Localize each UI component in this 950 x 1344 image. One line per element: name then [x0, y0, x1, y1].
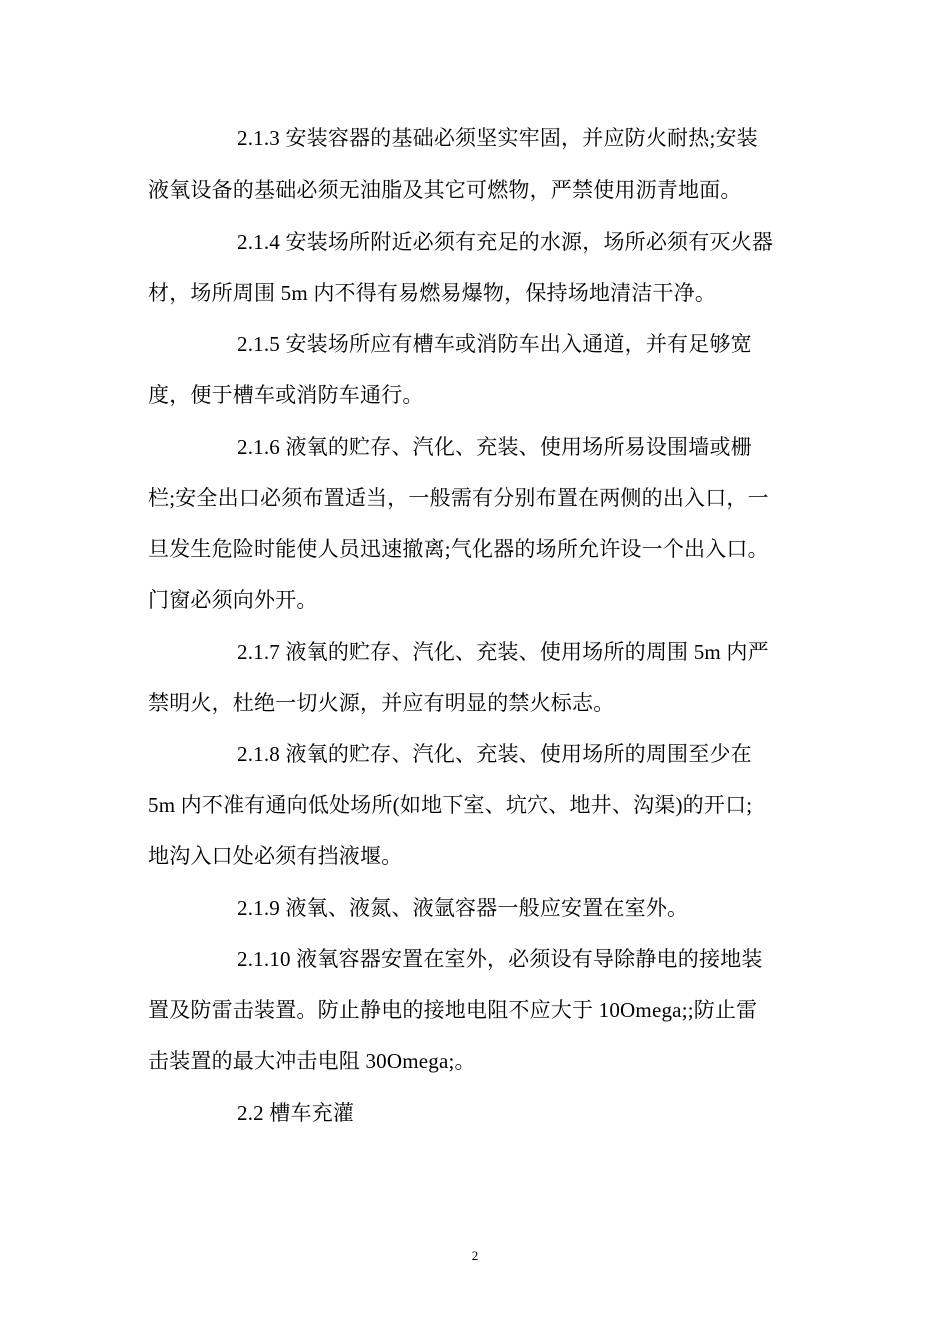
- clause-2-1-3-line-2: 液氧设备的基础必须无油脂及其它可燃物，严禁使用沥青地面。: [148, 178, 742, 202]
- page-number: 2: [471, 1248, 479, 1263]
- clause-2-1-7-line-2: 禁明火，杜绝一切火源，并应有明显的禁火标志。: [148, 691, 615, 715]
- clause-2-1-8-line-1: 2.1.8 液氧的贮存、汽化、充装、使用场所的周围至少在: [237, 742, 752, 766]
- clause-2-1-10-line-2: 置及防雷击装置。防止静电的接地电阻不应大于 10Omega;;防止雷: [148, 998, 758, 1022]
- clause-2-1-5-line-2: 度，便于槽车或消防车通行。: [148, 383, 424, 407]
- clause-2-1-6-line-1: 2.1.6 液氧的贮存、汽化、充装、使用场所易设围墙或栅: [237, 435, 752, 459]
- clause-2-1-3-line-1: 2.1.3 安装容器的基础必须坚实牢固，并应防火耐热;安装: [237, 126, 758, 150]
- clause-2-1-10-line-1: 2.1.10 液氧容器安置在室外，必须设有导除静电的接地装: [237, 947, 763, 971]
- clause-2-1-9-line-1: 2.1.9 液氧、液氮、液氩容器一般应安置在室外。: [237, 896, 689, 920]
- clause-2-1-4-line-2: 材，场所周围 5m 内不得有易燃易爆物，保持场地清洁干净。: [148, 281, 717, 305]
- clause-2-1-6-line-4: 门窗必须向外开。: [148, 588, 318, 612]
- clause-2-1-4-line-1: 2.1.4 安装场所附近必须有充足的水源，场所必须有灭火器: [237, 230, 774, 254]
- clause-2-1-8-line-2: 5m 内不准有通向低处场所(如地下室、坑穴、地井、沟渠)的开口;: [148, 793, 753, 817]
- clause-2-1-7-line-1: 2.1.7 液氧的贮存、汽化、充装、使用场所的周围 5m 内严: [237, 640, 769, 664]
- section-2-2-heading: 2.2 槽车充灌: [237, 1101, 355, 1125]
- clause-2-1-6-line-2: 栏;安全出口必须布置适当，一般需有分别布置在两侧的出入口，一: [148, 486, 769, 510]
- clause-2-1-8-line-3: 地沟入口处必须有挡液堰。: [148, 844, 403, 868]
- clause-2-1-10-line-3: 击装置的最大冲击电阻 30Omega;。: [148, 1049, 476, 1073]
- clause-2-1-6-line-3: 旦发生危险时能使人员迅速撤离;气化器的场所允许设一个出入口。: [148, 537, 769, 561]
- clause-2-1-5-line-1: 2.1.5 安装场所应有槽车或消防车出入通道，并有足够宽: [237, 332, 752, 356]
